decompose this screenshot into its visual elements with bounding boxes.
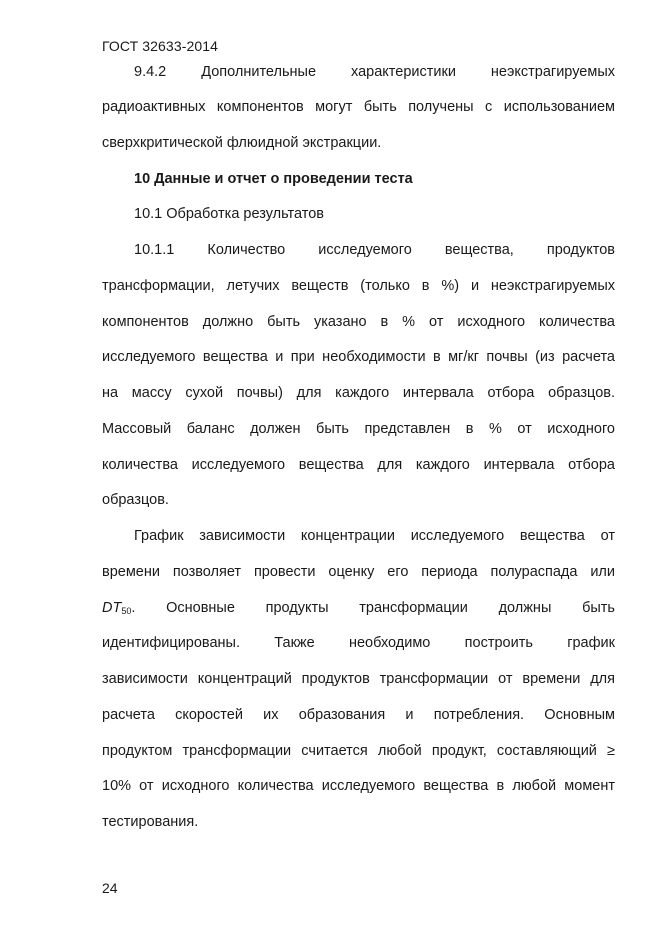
para-graph-line-1: График зависимости концентрации исследуемого вещества от [134, 528, 615, 544]
para-942-line-2: радиоактивных компонентов могут быть получены с использованием [102, 99, 615, 115]
para-graph-line-3 [102, 599, 615, 620]
para-1011-line-5: на массу сухой почвы) для каждого интервала отбора образцов. [102, 385, 615, 401]
dt-subscript: 50 [121, 606, 132, 616]
para-graph-line-7: продуктом трансформации считается любой продукт, составляющий ≥ [102, 743, 615, 759]
dt-symbol: DT [102, 600, 122, 616]
para-1011-line-2: трансформации, летучих веществ (только в %) и неэкстрагируемых [102, 278, 615, 294]
para-1011-line-3: компонентов должно быть указано в % от исходного количества [102, 314, 615, 330]
para-graph-line-8: 10% от исходного количества исследуемого вещества в любой момент [102, 778, 615, 794]
para-1011-line-7: количества исследуемого вещества для каждого интервала отбора [102, 457, 615, 473]
para-1011-line-4: исследуемого вещества и при необходимости в мг/кг почвы (из расчета [102, 349, 615, 365]
para-graph-line-2: времени позволяет провести оценку его периода полураспада или [102, 564, 615, 580]
para-graph-line-3-rest: . Основные продукты трансформации должны быть [131, 600, 615, 616]
section-10-1-heading: 10.1 Обработка результатов [134, 206, 324, 222]
para-1011-line-8: образцов. [102, 492, 169, 508]
para-1011-line-1: 10.1.1 Количество исследуемого вещества, продуктов [134, 242, 615, 258]
para-942-line-1: 9.4.2 Дополнительные характеристики неэкстрагируемых [134, 64, 615, 80]
page-number: 24 [102, 880, 118, 896]
section-10-heading: 10 Данные и отчет о проведении теста [134, 171, 413, 187]
para-graph-line-9: тестирования. [102, 814, 199, 830]
para-1011-line-6: Массовый баланс должен быть представлен в % от исходного [102, 421, 615, 437]
document-header-code: ГОСТ 32633-2014 [102, 38, 219, 54]
para-942-line-3: сверхкритической флюидной экстракции. [102, 135, 382, 151]
para-graph-line-5: зависимости концентраций продуктов трансформации от времени для [102, 671, 615, 687]
para-graph-line-6: расчета скоростей их образования и потребления. Основным [102, 707, 615, 723]
para-graph-line-4: идентифицированы. Также необходимо построить график [102, 635, 615, 651]
